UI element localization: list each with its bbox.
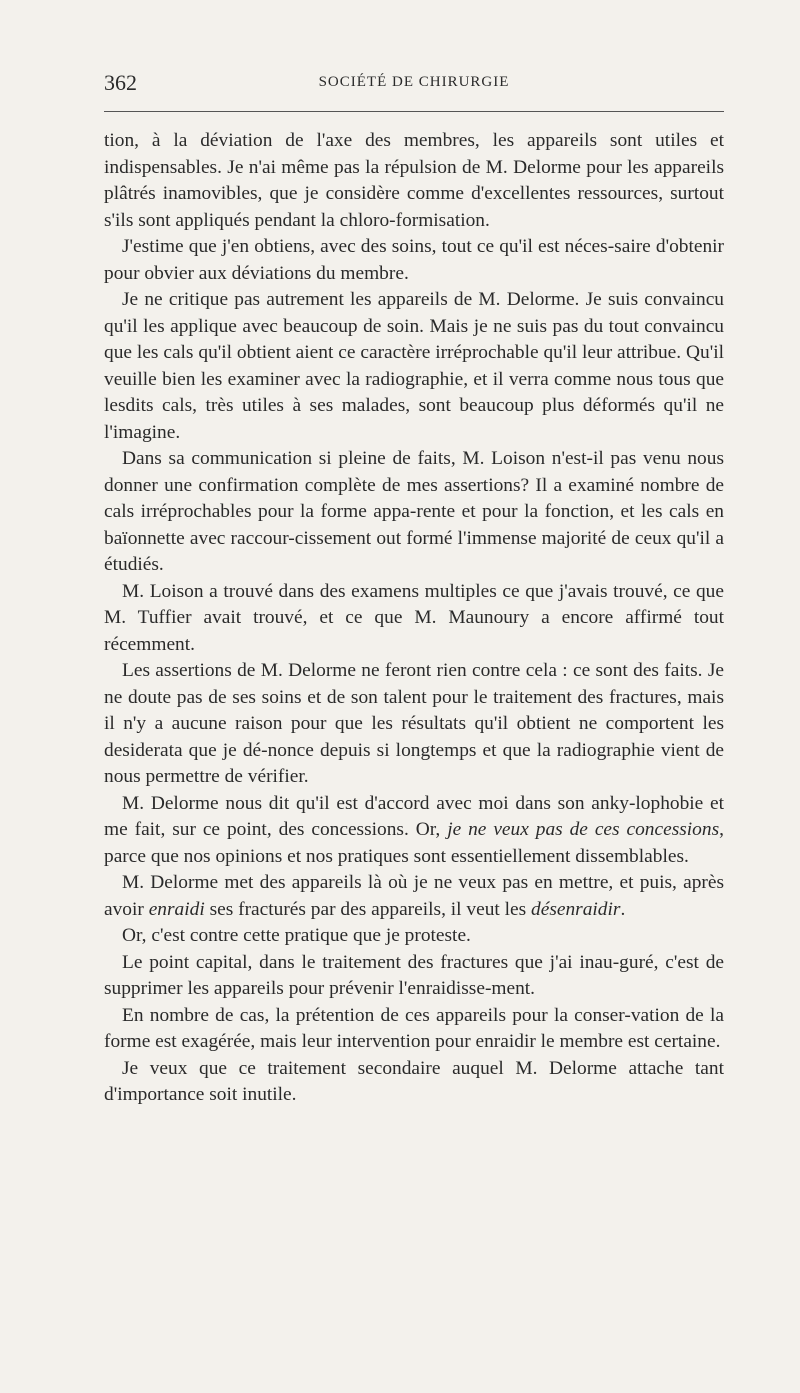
- body-text: [104, 128, 724, 1109]
- paragraph-8-text: M. Delorme met des appareils là où je ne veux pas en mettre, et puis, après avoir: [104, 872, 724, 920]
- paragraph-8-emphasis: enraidi: [148, 898, 205, 920]
- page-number: 362: [104, 70, 137, 95]
- page-header: [104, 70, 724, 96]
- paragraph-8-text-mid: ses fracturés par des appareils, il veut les: [204, 898, 532, 920]
- running-title: SOCIÉTÉ DE CHIRURGIE: [318, 74, 510, 90]
- paragraph-2: J'estime que j'en obtiens, avec des soins, tout ce qu'il est néces-saire d'obtenir pour obvier aux déviations du membre.: [104, 236, 724, 284]
- paragraph-11: En nombre de cas, la prétention de ces appareils pour la conser-vation de la forme est exagérée, mais leur intervention pour enraidir le membre est certaine.: [104, 1004, 724, 1052]
- paragraph-7-text-end: , parce que nos opinions et nos pratiques sont essentiellement dissemblables.: [104, 819, 724, 867]
- paragraph-3: Je ne critique pas autrement les appareils de M. Delorme. Je suis convaincu qu'il les applique avec beaucoup de soin. Mais je ne suis pas du tout convaincu que les cals qu'il obtient aient ce caractère irréprochable qu'il leur attribue. Qu'il veuille bien les examiner avec la radiographie, et il verra comme nous tous que lesdits cals, très utiles à ses malades, sont beaucoup plus déformés qu'il ne l'imagine.: [104, 289, 724, 443]
- paragraph-7: [104, 791, 724, 871]
- paragraph-10: Le point capital, dans le traitement des fractures que j'ai inau-guré, c'est de supprimer les appareils pour prévenir l'enraidisse-ment.: [104, 951, 724, 999]
- paragraph-6: Les assertions de M. Delorme ne feront rien contre cela : ce sont des faits. Je ne doute pas de ses soins et de son talent pour le traitement des fractures, mais il n'y a aucune raison pour que les résultats qu'il obtient ne comportent les desiderata que je dé-nonce depuis si longtemps et que la radiographie vient de nous permettre de vérifier.: [104, 660, 724, 787]
- paragraph-8-text-end: .: [620, 898, 626, 920]
- paragraph-7-text: M. Delorme nous dit qu'il est d'accord avec moi dans son anky-lophobie et me fait, sur ce point, des concessions. Or,: [104, 792, 724, 840]
- paragraph-1: tion, à la déviation de l'axe des membres, les appareils sont utiles et indispensables. Je n'ai même pas la répulsion de M. Delorme pour les appareils plâtrés inamovibles, que je considère comme d'excellentes ressources, surtout s'ils sont appliqués pendant la chloro-formisation.: [104, 130, 724, 231]
- paragraph-5: M. Loison a trouvé dans des examens multiples ce que j'avais trouvé, ce que M. Tuffier avait trouvé, et ce que M. Maunoury a encore affirmé tout récemment.: [104, 580, 724, 655]
- paragraph-4: Dans sa communication si pleine de faits, M. Loison n'est-il pas venu nous donner une confirmation complète de mes assertions? Il a examiné nombre de cals irréprochables pour la forme appa-rente et pour la fonction, et les cals en baïonnette avec raccour-cissement out formé l'immense majorité de ceux qu'il a étudiés.: [104, 448, 724, 575]
- paragraph-8-emphasis-2: désenraidir: [531, 898, 621, 920]
- paragraph-7-emphasis: je ne veux pas de ces concessions: [447, 819, 720, 840]
- header-rule: [104, 111, 724, 112]
- paragraph-8: [104, 870, 724, 923]
- paragraph-9: Or, c'est contre cette pratique que je proteste.: [122, 925, 471, 946]
- paragraph-12: Je veux que ce traitement secondaire auquel M. Delorme attache tant d'importance soit inutile.: [104, 1057, 724, 1105]
